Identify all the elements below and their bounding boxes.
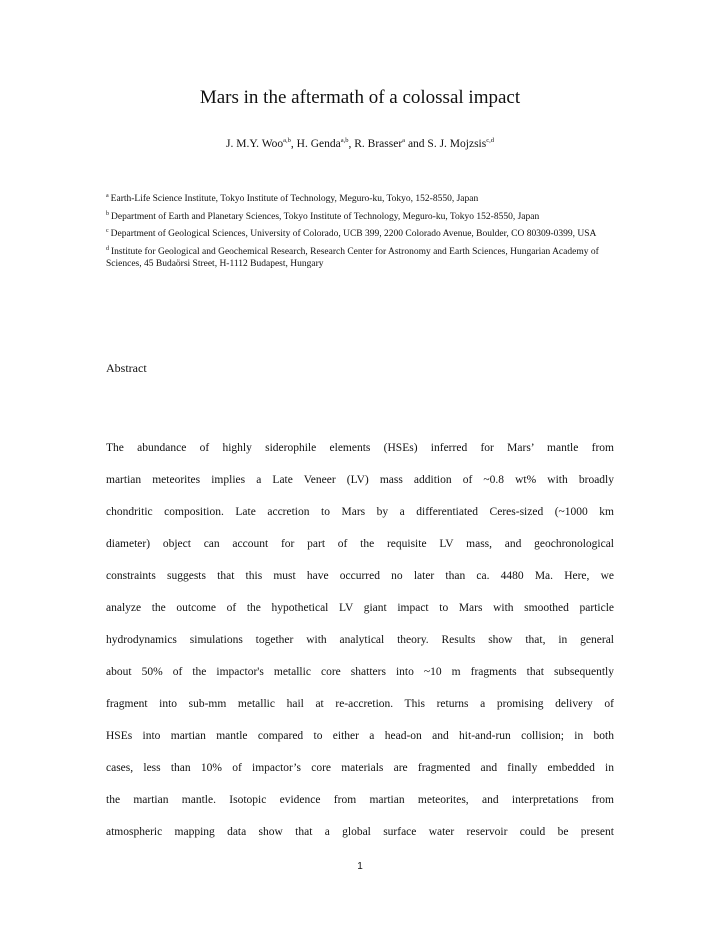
affiliation-text: Earth-Life Science Institute, Tokyo Institute of Technology, Meguro-ku, Tokyo, 152-8550, Japan <box>110 194 479 204</box>
abstract-body <box>106 432 614 848</box>
abstract-line: fragment into sub-mm metallic hail at re-accretion. This returns a promising delivery of <box>106 698 614 710</box>
abstract-line: constraints suggests that this must have occurred no later than ca. 4480 Ma. Here, we <box>106 570 614 582</box>
affiliation-mark: d <box>106 245 109 252</box>
author-affiliation-mark: a <box>402 137 406 144</box>
abstract-line: the martian mantle. Isotopic evidence from martian meteorites, and interpretations from <box>106 794 614 806</box>
page-number: 1 <box>357 861 363 872</box>
author-name: J. M.Y. Woo <box>226 138 284 150</box>
abstract-line: analyze the outcome of the hypothetical LV giant impact to Mars with smoothed particle <box>106 602 614 614</box>
author-list <box>0 136 720 152</box>
affiliation-item <box>106 193 616 206</box>
abstract-line: diameter) object can account for part of the requisite LV mass, and geochronological <box>106 538 614 550</box>
author-name: R. Brasser <box>354 138 403 150</box>
abstract-line: The abundance of highly siderophile elements (HSEs) inferred for Mars’ mantle from <box>106 442 614 454</box>
author-separator: , <box>348 138 355 150</box>
abstract-heading: Abstract <box>106 361 147 375</box>
affiliation-mark: a <box>106 193 109 199</box>
author-separator: and <box>405 138 428 150</box>
affiliation-item <box>106 211 616 224</box>
affiliation-item <box>106 228 616 241</box>
author-affiliation-mark: c,d <box>486 137 494 144</box>
abstract-line: martian meteorites implies a Late Veneer (LV) mass addition of ~0.8 wt% with broadly <box>106 474 614 486</box>
affiliation-text: Institute for Geological and Geochemical Research, Research Center for Astronomy and Earth Sciences, Hungarian Academy of Sciences, 45 Budaörsi Street, H-1112 Budapest, Hungary <box>106 246 599 269</box>
abstract-line: hydrodynamics simulations together with analytical theory. Results show that, in general <box>106 634 614 646</box>
abstract-line: cases, less than 10% of impactor’s core materials are fragmented and finally embedded in <box>106 762 614 774</box>
affiliation-mark: b <box>106 210 109 217</box>
paper-title: Mars in the aftermath of a colossal impact <box>199 87 521 108</box>
affiliation-item <box>106 246 616 271</box>
abstract-line: chondritic composition. Late accretion to Mars by a differentiated Ceres-sized (~1000 km <box>106 506 614 518</box>
affiliation-text: Department of Geological Sciences, University of Colorado, UCB 399, 2200 Colorado Avenue, Boulder, CO 80309-0399, USA <box>110 229 597 239</box>
affiliation-text: Department of Earth and Planetary Sciences, Tokyo Institute of Technology, Meguro-ku, Tokyo 152-8550, Japan <box>111 211 540 222</box>
author-affiliation-mark: a,b <box>340 137 349 144</box>
author-name: S. J. Mojzsis <box>427 138 487 150</box>
abstract-line: HSEs into martian mantle compared to either a head-on and hit-and-run collision; in both <box>106 730 614 742</box>
author-name: H. Genda <box>296 138 341 150</box>
author-separator: , <box>290 138 297 150</box>
author-affiliation-mark: a,b <box>283 137 291 144</box>
abstract-line: about 50% of the impactor's metallic core shatters into ~10 m fragments that subsequently <box>106 666 614 678</box>
affiliation-list <box>106 193 616 276</box>
affiliation-mark: c <box>106 228 109 234</box>
abstract-line: atmospheric mapping data show that a global surface water reservoir could be present <box>106 826 614 838</box>
